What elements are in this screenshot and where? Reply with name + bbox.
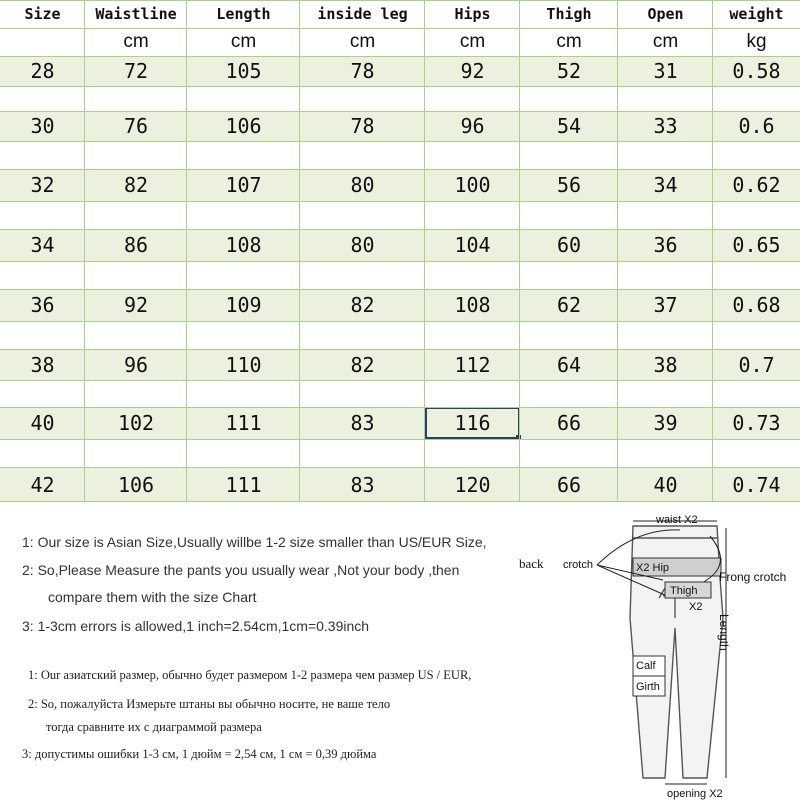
blank-cell [713, 261, 800, 289]
note-ru-2b: тогда сравните их с диаграммой размера [46, 720, 262, 734]
blank-cell [713, 86, 800, 111]
blank-cell [85, 141, 187, 169]
blank-cell [520, 321, 618, 349]
table-cell: 34 [30, 233, 55, 257]
blank-cell [300, 261, 425, 289]
unit-cell: cm [123, 31, 149, 52]
blank-cell [425, 86, 520, 111]
blank-cell [425, 261, 520, 289]
grid-line [0, 289, 800, 290]
blank-cell [618, 141, 713, 169]
blank-cell [520, 380, 618, 407]
blank-cell [0, 261, 85, 289]
blank-cell [425, 141, 520, 169]
table-cell: 102 [117, 411, 155, 435]
blank-cell [713, 141, 800, 169]
blank-cell [0, 380, 85, 407]
grid-line [0, 56, 800, 57]
grid-line [0, 111, 800, 112]
blank-cell [713, 380, 800, 407]
blank-cell [618, 321, 713, 349]
note-en-3: 3: 1-3cm errors is allowed,1 inch=2.54cm,1cm=0.39inch [22, 618, 370, 634]
unit-cell: cm [459, 31, 486, 52]
unit-cell: cm [230, 31, 257, 52]
spacer-row [0, 86, 800, 111]
blank-cell [85, 86, 187, 111]
blank-cell [85, 439, 187, 467]
spacer-row [0, 380, 800, 407]
table-cell: 120 [454, 472, 491, 497]
table-row [0, 169, 800, 201]
blank-cell [520, 141, 618, 169]
table-cell: 38 [653, 352, 678, 377]
spacer-row [0, 261, 800, 289]
blank-cell [520, 261, 618, 289]
grid-line [0, 349, 800, 350]
blank-cell [425, 439, 520, 467]
spacer-row [0, 201, 800, 229]
unit-cell: cm [556, 31, 582, 52]
table-cell: 66 [556, 472, 582, 497]
table-cell: 30 [30, 114, 55, 138]
diagram-girth-label: Girth [636, 681, 660, 693]
blank-cell [0, 321, 85, 349]
table-cell: 83 [350, 472, 375, 497]
grid-line [617, 0, 618, 502]
grid-line [0, 229, 800, 230]
blank-cell [425, 201, 520, 229]
note-en-2: 2: So,Please Measure the pants you usually wear ,Not your body ,then [22, 562, 460, 578]
units-row [0, 28, 800, 56]
table-cell: 100 [454, 173, 491, 197]
table-cell: 72 [123, 59, 149, 83]
diagram-front-crotch-label: Frong crotch [719, 570, 787, 584]
table-cell: 36 [653, 233, 678, 257]
table-cell: 106 [117, 472, 155, 497]
table-cell: 86 [123, 233, 149, 257]
column-header: Hips [454, 5, 491, 23]
blank-cell [0, 439, 85, 467]
grid-line [0, 86, 800, 87]
table-cell: 0.68 [732, 293, 781, 317]
blank-cell [713, 439, 800, 467]
table-cell: 92 [123, 293, 149, 317]
selected-cell[interactable]: 116 [425, 407, 520, 439]
blank-cell [187, 261, 300, 289]
table-cell: 110 [225, 352, 262, 377]
table-cell: 106 [225, 114, 262, 138]
table-cell: 32 [30, 173, 55, 197]
table-cell: 104 [454, 233, 491, 257]
column-header: Length [216, 5, 271, 23]
table-cell: 40 [30, 411, 55, 435]
table-row [0, 407, 800, 439]
note-ru-1: 1: Our азиатский размер, обычно будет размером 1-2 размера чем размер US / EUR, [28, 668, 472, 682]
grid-line [299, 0, 300, 502]
column-header: Waistline [95, 5, 177, 23]
table-cell: 64 [556, 352, 582, 377]
table-cell: 0.58 [732, 59, 781, 83]
blank-cell [618, 201, 713, 229]
table-cell: 105 [225, 59, 262, 83]
table-cell: 0.6 [738, 114, 775, 138]
column-header: Open [647, 5, 684, 23]
blank-cell [85, 201, 187, 229]
note-en-1: 1: Our size is Asian Size,Usually willbe 1-2 size smaller than US/EUR Size, [22, 534, 487, 550]
note-en-2b: compare them with the size Chart [48, 589, 257, 605]
blank-cell [300, 201, 425, 229]
column-header: Size [24, 5, 61, 23]
blank-cell [520, 439, 618, 467]
table-cell: 82 [123, 173, 149, 197]
blank-cell [618, 261, 713, 289]
table-cell: 78 [350, 114, 375, 138]
table-cell: 42 [30, 472, 55, 497]
diagram-length-label: Length [717, 614, 731, 651]
unit-cell: cm [652, 31, 679, 52]
table-cell: 107 [225, 173, 262, 197]
table-cell: 82 [350, 352, 375, 377]
table-cell: 76 [123, 114, 149, 138]
blank-cell [618, 380, 713, 407]
table-cell: 109 [225, 293, 262, 317]
table-cell: 38 [30, 352, 55, 377]
table-cell: 39 [653, 411, 678, 435]
blank-cell [520, 86, 618, 111]
table-cell: 111 [225, 411, 262, 435]
blank-cell [85, 261, 187, 289]
grid-line [0, 0, 800, 1]
table-row [0, 111, 800, 141]
table-cell: 0.73 [732, 411, 781, 435]
table-row [0, 289, 800, 321]
table-cell: 92 [460, 59, 485, 83]
blank-cell [300, 141, 425, 169]
table-cell: 0.65 [732, 233, 781, 257]
table-cell: 78 [350, 59, 375, 83]
grid-line [0, 439, 800, 440]
table-cell: 96 [123, 352, 149, 377]
table-cell: 0.7 [738, 352, 775, 377]
grid-line [0, 261, 800, 262]
table-row [0, 56, 800, 86]
blank-cell [425, 380, 520, 407]
blank-cell [425, 321, 520, 349]
table-cell: 96 [460, 114, 485, 138]
grid-line [712, 0, 713, 502]
spacer-row [0, 321, 800, 349]
grid-line [0, 407, 800, 408]
table-cell: 31 [653, 59, 678, 83]
table-cell: 62 [556, 293, 582, 317]
blank-cell [85, 380, 187, 407]
grid-line [0, 141, 800, 142]
grid-line [0, 467, 800, 468]
diagram-crotch-label: crotch [563, 559, 593, 571]
grid-line [0, 169, 800, 170]
diagram-hip-label: X2 Hip [636, 562, 670, 574]
blank-cell [187, 86, 300, 111]
spacer-row [0, 439, 800, 467]
unit-cell: kg [746, 31, 767, 52]
table-cell: 36 [30, 293, 55, 317]
blank-cell [300, 321, 425, 349]
table-cell: 108 [225, 233, 262, 257]
table-cell: 52 [556, 59, 582, 83]
table-row [0, 229, 800, 261]
table-cell: 80 [350, 173, 375, 197]
blank-cell [187, 321, 300, 349]
diagram-back-label: back [519, 556, 544, 571]
grid-line [84, 0, 85, 502]
table-cell: 40 [653, 472, 678, 497]
table-cell: 66 [556, 411, 582, 435]
grid-line [0, 28, 800, 29]
table-cell: 112 [454, 352, 491, 377]
grid-line [0, 501, 800, 502]
table-cell: 56 [556, 173, 582, 197]
grid-line [186, 0, 187, 502]
grid-line [519, 0, 520, 502]
diagram-calf-label: Calf [636, 660, 656, 672]
spacer-row [0, 141, 800, 169]
blank-cell [713, 321, 800, 349]
blank-cell [300, 439, 425, 467]
diagram-opening-label: opening X2 [667, 788, 723, 800]
table-cell: 34 [653, 173, 678, 197]
blank-cell [187, 380, 300, 407]
diagram-thigh-label: Thigh [670, 585, 698, 597]
table-cell: 80 [350, 233, 375, 257]
table-cell: 0.74 [732, 472, 781, 497]
pants-measurement-diagram [515, 508, 800, 800]
grid-line [0, 321, 800, 322]
note-ru-3: 3: допустимы ошибки 1-3 см, 1 дюйм = 2,54 см, 1 см = 0,39 дюйма [22, 747, 377, 761]
blank-cell [520, 201, 618, 229]
grid-line [0, 201, 800, 202]
blank-cell [0, 86, 85, 111]
table-cell: 28 [30, 59, 55, 83]
blank-cell [187, 201, 300, 229]
column-header: weight [729, 5, 784, 23]
blank-cell [0, 141, 85, 169]
blank-cell [187, 439, 300, 467]
header-row [0, 0, 800, 28]
grid-line [0, 380, 800, 381]
blank-cell [300, 86, 425, 111]
grid-line [424, 0, 425, 502]
blank-cell [618, 86, 713, 111]
table-cell: 108 [454, 293, 491, 317]
note-ru-2: 2: So, пожалуйста Измерьте штаны вы обычно носите, не ваше тело [28, 697, 391, 711]
blank-cell [300, 380, 425, 407]
table-cell: 33 [653, 114, 678, 138]
diagram-thigh-x2-label: X2 [689, 601, 703, 613]
table-cell: 83 [350, 411, 375, 435]
table-cell: 37 [653, 293, 678, 317]
blank-cell [618, 439, 713, 467]
column-header: Thigh [546, 5, 592, 23]
table-row [0, 467, 800, 502]
table-cell: 111 [225, 472, 262, 497]
blank-cell [0, 201, 85, 229]
table-cell: 82 [350, 293, 375, 317]
table-cell: 0.62 [732, 173, 781, 197]
blank-cell [85, 321, 187, 349]
unit-cell [0, 28, 85, 56]
table-cell: 54 [556, 114, 582, 138]
unit-cell: cm [349, 31, 376, 52]
table-cell: 60 [556, 233, 582, 257]
table-row [0, 349, 800, 380]
blank-cell [187, 141, 300, 169]
blank-cell [713, 201, 800, 229]
column-header: inside leg [317, 5, 408, 23]
diagram-waist-label: waist X2 [656, 514, 698, 526]
